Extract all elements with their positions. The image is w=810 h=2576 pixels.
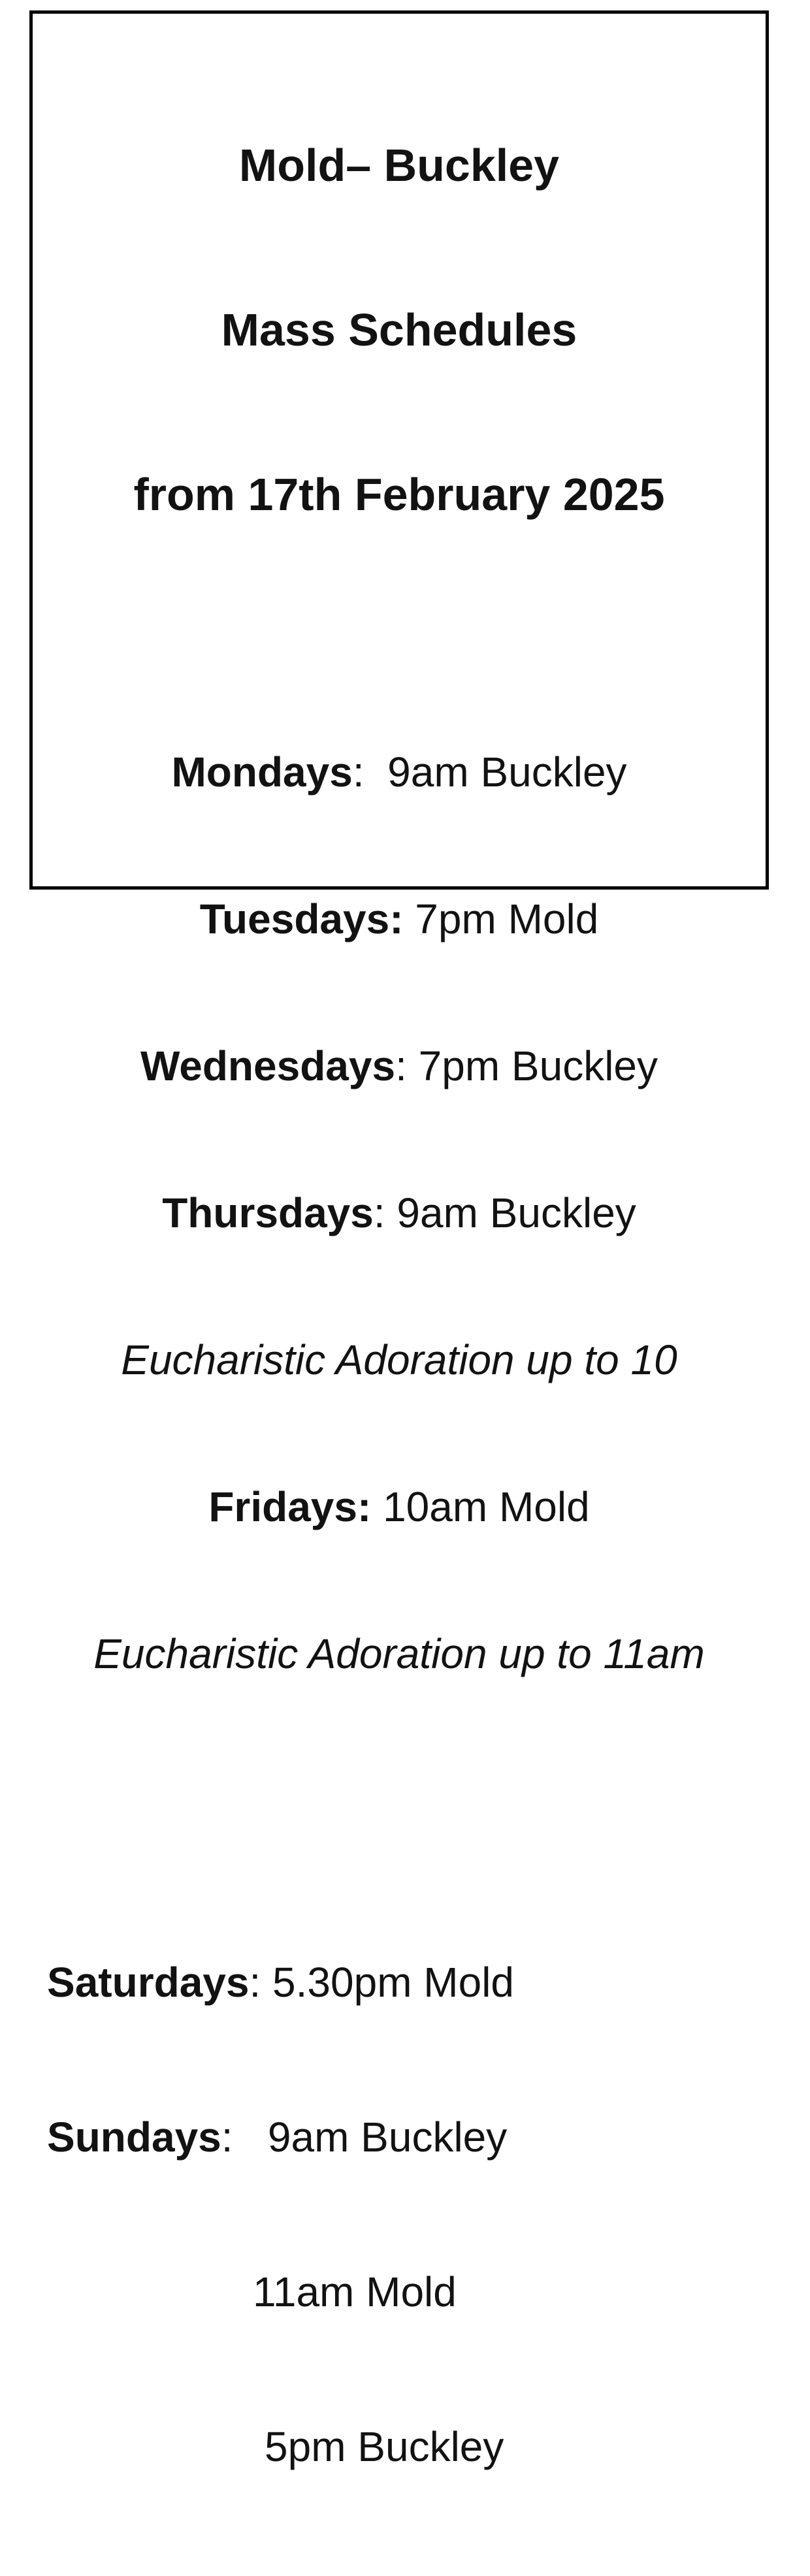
title-line-mass-schedules: Mass Schedules (221, 304, 577, 355)
document-title (33, 14, 766, 632)
schedule-line-wednesdays (33, 1042, 766, 1091)
day-label: Mondays (171, 749, 353, 796)
day-times: : 9am Buckley (373, 1189, 636, 1236)
day-times: 7pm Mold (403, 895, 599, 942)
day-times: : 7pm Buckley (395, 1042, 658, 1089)
day-label: Wednesdays (140, 1042, 396, 1089)
schedule-line-sundays (47, 2112, 766, 2163)
day-times: : 9am Buckley (352, 749, 627, 796)
schedule-line-thursdays (33, 1189, 766, 1238)
schedule-line-mondays (33, 748, 766, 797)
title-line-parishes: Mold– Buckley (238, 140, 560, 191)
day-times: : 9am Buckley (221, 2114, 508, 2161)
adoration-note-friday: Eucharistic Adoration up to 11am (93, 1630, 705, 1677)
weekday-schedule (33, 650, 766, 1777)
day-times: 10am Mold (371, 1483, 590, 1530)
sunday-extra-time-1: 11am Mold (253, 2268, 457, 2315)
title-line-effective-date: from 17th February 2025 (133, 469, 665, 520)
day-times: : 5.30pm Mold (249, 1959, 514, 2006)
day-label: Tuesdays: (199, 895, 404, 942)
schedule-line-saturdays (47, 1957, 766, 2008)
schedule-line-tuesdays (33, 895, 766, 944)
weekend-schedule (33, 1854, 766, 2576)
day-label: Thursdays (162, 1189, 374, 1236)
day-label: Fridays: (208, 1483, 372, 1530)
schedule-card (29, 10, 769, 2470)
sunday-extra-time-2: 5pm Buckley (265, 2423, 504, 2470)
day-label: Saturdays (47, 1959, 250, 2006)
schedule-line-fridays (33, 1483, 766, 1532)
adoration-note-thursday: Eucharistic Adoration up to 10 (121, 1336, 677, 1383)
day-label: Sundays (47, 2114, 221, 2161)
